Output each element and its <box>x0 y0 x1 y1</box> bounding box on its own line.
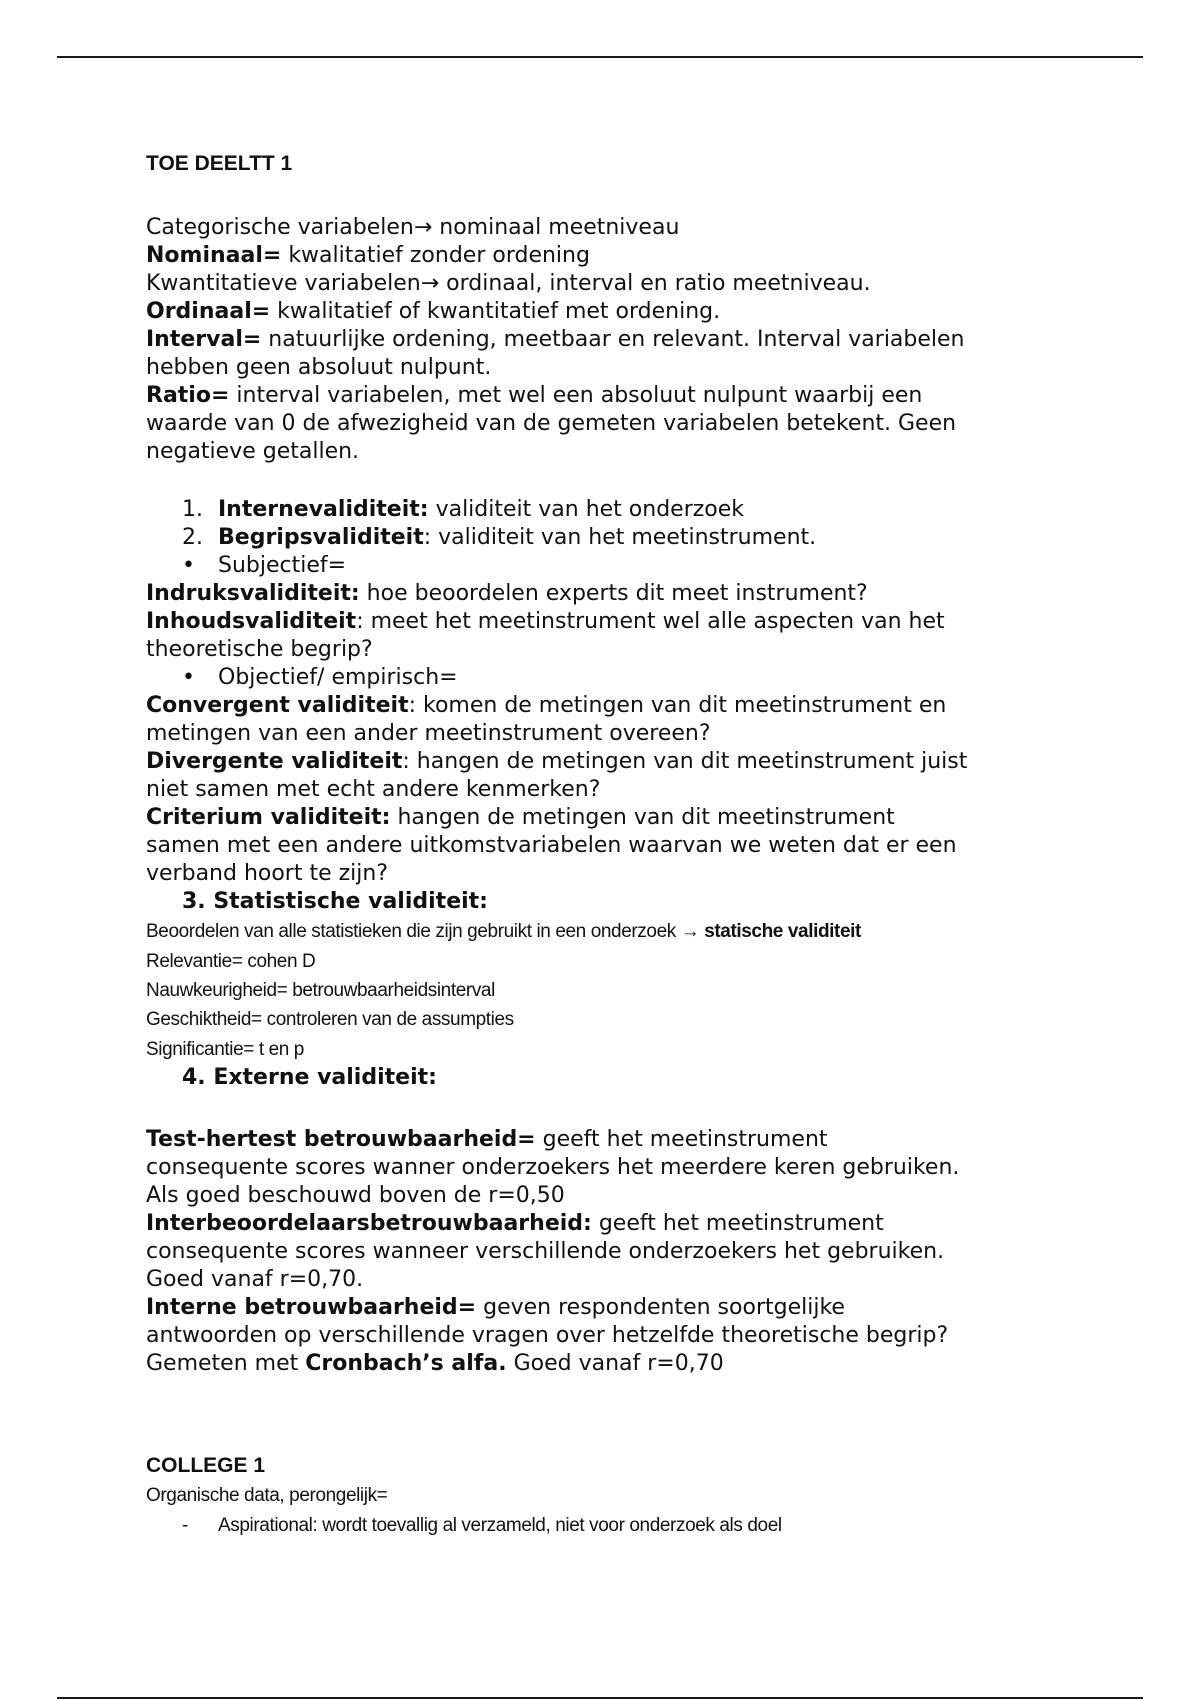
bullet-icon: • <box>182 553 195 578</box>
text-line: Als goed beschouwd boven de r=0,50 <box>146 1183 565 1208</box>
text-line: Gemeten met Cronbach’s alfa. Goed vanaf r=0,70 <box>146 1351 724 1376</box>
bullet-item: • Objectief/ empirisch= <box>182 665 458 690</box>
text-line: Geschiktheid= controleren van de assumpties <box>146 1009 514 1030</box>
term: Ratio= <box>146 383 230 408</box>
text-line: consequente scores wanner onderzoekers het meerdere keren gebruiken. <box>146 1155 960 1180</box>
text-line: Relevantie= cohen D <box>146 951 316 972</box>
page-title: TOE DEELTT 1 <box>146 152 293 175</box>
definition-interne: Interne betrouwbaarheid= geven respondenten soortgelijke <box>146 1295 845 1320</box>
bullet-item: • Subjectief= <box>182 553 347 578</box>
text-line: metingen van een ander meetinstrument overeen? <box>146 721 711 746</box>
text-line: antwoorden op verschillende vragen over hetzelfde theoretische begrip? <box>146 1323 949 1348</box>
text-line: Categorische variabelen→ nominaal meetniveau <box>146 215 680 240</box>
text-line: Nauwkeurigheid= betrouwbaarheidsinterval <box>146 980 495 1001</box>
text-line: hebben geen absoluut nulpunt. <box>146 355 492 380</box>
text-line: niet samen met echt andere kenmerken? <box>146 777 601 802</box>
definition-inhoud: Inhoudsvaliditeit: meet het meetinstrument wel alle aspecten van het <box>146 609 945 634</box>
definition-interbeoordelaars: Interbeoordelaarsbetrouwbaarheid: geeft het meetinstrument <box>146 1211 884 1236</box>
section-title: COLLEGE 1 <box>146 1454 266 1477</box>
text-line: consequente scores wanneer verschillende onderzoekers het gebruiken. <box>146 1239 945 1264</box>
text-line: verband hoort te zijn? <box>146 861 389 886</box>
text-line: waarde van 0 de afwezigheid van de gemeten variabelen betekent. Geen <box>146 411 957 436</box>
text-line: samen met een andere uitkomstvariabelen waarvan we weten dat er een <box>146 833 957 858</box>
definition-indruk: Indruksvaliditeit: hoe beoordelen experts dit meet instrument? <box>146 581 868 606</box>
dash-icon: - <box>182 1515 188 1536</box>
definition-convergent: Convergent validiteit: komen de metingen van dit meetinstrument en <box>146 693 947 718</box>
list-item: 2. Begripsvaliditeit: validiteit van het meetinstrument. <box>182 525 817 550</box>
definition-divergent: Divergente validiteit: hangen de metingen van dit meetinstrument juist <box>146 749 968 774</box>
text-line: negatieve getallen. <box>146 439 360 464</box>
definition-nominaal: Nominaal= kwalitatief zonder ordening <box>146 243 590 268</box>
definition-ordinaal: Ordinaal= kwalitatief of kwantitatief met ordening. <box>146 299 721 324</box>
header-rule <box>57 56 1143 58</box>
text-line: Organische data, perongelijk= <box>146 1485 388 1506</box>
text-line: Beoordelen van alle statistieken die zijn gebruikt in een onderzoek → statische validiteit <box>146 921 861 942</box>
list-item: 3. Statistische validiteit: <box>182 889 488 914</box>
definition-test-hertest: Test-hertest betrouwbaarheid= geeft het meetinstrument <box>146 1127 828 1152</box>
term: Ordinaal= <box>146 299 271 324</box>
definition-ratio: Ratio= interval variabelen, met wel een absoluut nulpunt waarbij een <box>146 383 923 408</box>
bullet-icon: • <box>182 665 195 690</box>
definition-criterium: Criterium validiteit: hangen de metingen van dit meetinstrument <box>146 805 895 830</box>
list-item: 4. Externe validiteit: <box>182 1065 437 1090</box>
text-line: Goed vanaf r=0,70. <box>146 1267 364 1292</box>
footer-rule <box>57 1697 1143 1699</box>
dash-list-item: - Aspirational: wordt toevallig al verzameld, niet voor onderzoek als doel <box>182 1512 782 1540</box>
list-item: 1. Internevaliditeit: validiteit van het onderzoek <box>182 497 745 522</box>
text-line: Significantie= t en p <box>146 1039 304 1060</box>
text-line: theoretische begrip? <box>146 637 373 662</box>
definition-interval: Interval= natuurlijke ordening, meetbaar en relevant. Interval variabelen <box>146 327 965 352</box>
text-line: Kwantitatieve variabelen→ ordinaal, interval en ratio meetniveau. <box>146 271 871 296</box>
term: Nominaal= <box>146 243 282 268</box>
term: Interval= <box>146 327 262 352</box>
